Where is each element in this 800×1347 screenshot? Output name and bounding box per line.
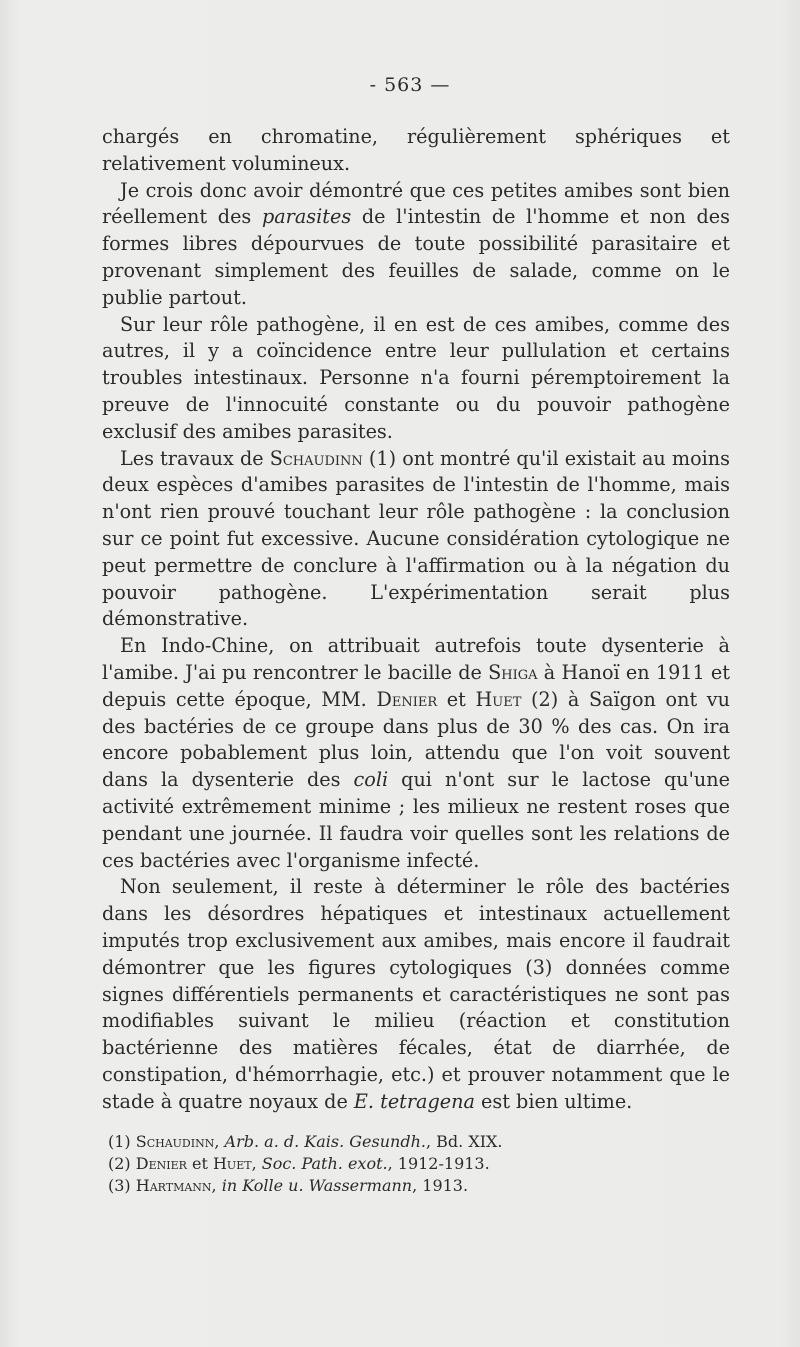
footnotes: [108, 1131, 748, 1197]
text-run: est bien ultime.: [474, 1089, 633, 1113]
text-run: , 1912-1913.: [387, 1154, 490, 1173]
text-run: à Hanoï en 1911 et depuis cette époque, MM.: [102, 660, 731, 711]
footnote: [108, 1131, 748, 1153]
page-number: - 563 —: [369, 74, 451, 96]
text-run: (3): [108, 1176, 136, 1195]
text-run: Non seulement, il reste à déterminer le rôle des bactéries dans les désordres hépatiques et intestinaux actuellement imputés trop exclusivement aux amibes, mais encore il faudrait démontrer que les figures cytologiques (3) données comme signes différentiels permanents et caractéristiques ne sont pas modifiables suivant le milieu (réaction et constitution bactérienne des matières fécales, état de diarrhée, de constipation, d'hémorrhagie, etc.) et prouver notamment que le stade à quatre noyaux de: [102, 875, 730, 1113]
text-run: chargés en chromatine, régulièrement sphériques et relativement volumineux.: [102, 125, 730, 175]
author-name: Denier: [376, 687, 438, 711]
italic-text: E. tetragena: [353, 1089, 475, 1113]
text-run: (2) à Saïgon ont vu des bactéries de ce groupe dans plus de 30 % des cas. On ira encore pobablement plus loin, attendu que l'on voit souvent dans la dysenterie des: [102, 687, 731, 792]
text-run: ,: [214, 1132, 225, 1151]
italic-text: Soc. Path. exot.: [261, 1154, 388, 1173]
paragraph: [102, 633, 730, 874]
text-run: de l'intestin de l'homme et non des formes libres dépourvues de toute possibilité parasitaire et provenant simplement des feuilles de salade, comme on le publie partout.: [102, 205, 731, 309]
italic-text: coli: [353, 768, 389, 792]
author-name: Huet: [475, 687, 522, 711]
author-name: Denier: [135, 1154, 187, 1173]
text-run: , Bd. XIX.: [425, 1132, 503, 1151]
text-run: , 1913.: [412, 1176, 469, 1195]
text-run: (1): [108, 1132, 136, 1151]
paragraph: [102, 124, 730, 178]
text-run: En Indo-Chine, on attribuait autrefois toute dysenterie à l'amibe. J'ai pu rencontrer le bacille de: [102, 634, 730, 684]
author-name: Huet: [212, 1154, 252, 1173]
text-run: (1) ont montré qu'il existait au moins deux espèces d'amibes parasites de l'intestin de l'homme, mais n'ont rien prouvé touchant leur rôle pathogène : la conclusion sur ce point fut excessive. Aucune considération cytologique ne peut permettre de conclure à l'affirmation ou à la négation du pouvoir pathogène. L'expérimentation serait plus démonstrative.: [102, 446, 730, 631]
text-run: ,: [251, 1154, 262, 1173]
paragraph: [102, 446, 730, 634]
italic-text: parasites: [261, 205, 352, 229]
text-run: (2): [108, 1154, 136, 1173]
footnote: [108, 1175, 748, 1197]
author-name: Shiga: [488, 660, 538, 684]
footnote: [108, 1153, 748, 1175]
italic-text: in Kolle u. Wassermann: [221, 1176, 413, 1195]
paragraph: [102, 312, 730, 446]
author-name: Hartmann: [135, 1176, 212, 1195]
text-run: Je crois donc avoir démontré que ces petites amibes sont bien réellement des: [102, 178, 730, 229]
text-run: qui n'ont sur le lactose qu'une activité extrêmement minime ; les milieux ne restent roses que pendant une journée. Il faudra voir quelles sont les relations de ces bactéries avec l'organisme infecté.: [102, 768, 731, 872]
italic-text: Arb. a. d. Kais. Gesundh.: [224, 1132, 426, 1151]
paragraph: [102, 178, 730, 312]
text-run: ,: [211, 1176, 222, 1195]
paragraph: [102, 874, 730, 1115]
body-text: [102, 124, 730, 1115]
text-run: et: [437, 687, 476, 711]
text-run: Sur leur rôle pathogène, il en est de ces amibes, comme des autres, il y a coïncidence entre leur pullulation et certains troubles intestinaux. Personne n'a fourni péremptoirement la preuve de l'innocuité constante ou du pouvoir pathogène exclusif des amibes parasites.: [102, 312, 730, 443]
author-name: Schaudinn: [135, 1132, 215, 1151]
text-run: et: [186, 1154, 213, 1173]
text-run: Les travaux de: [120, 446, 270, 470]
author-name: Schaudinn: [269, 446, 363, 470]
